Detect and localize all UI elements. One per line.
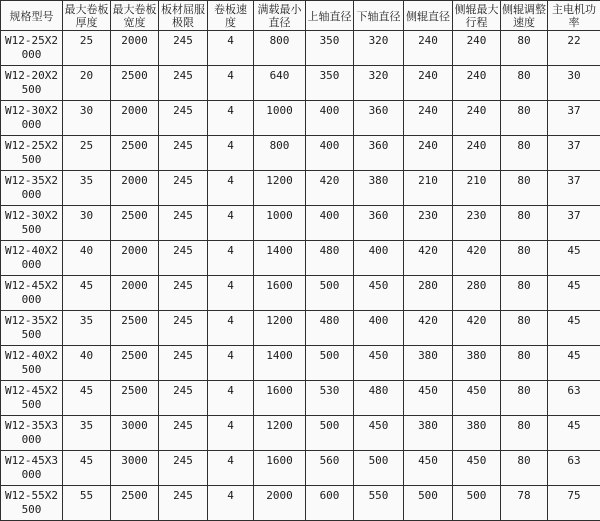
table-cell: 2000: [111, 101, 159, 136]
table-cell: 420: [453, 241, 501, 276]
table-cell: 4: [208, 136, 254, 171]
table-cell: 37: [548, 206, 600, 241]
table-cell: 450: [453, 381, 501, 416]
table-cell: 240: [453, 101, 501, 136]
table-row: [1, 171, 600, 206]
table-cell: 420: [453, 311, 501, 346]
table-cell: 37: [548, 171, 600, 206]
table-cell: 500: [354, 451, 404, 486]
table-cell: 3000: [111, 451, 159, 486]
table-cell: 2500: [111, 381, 159, 416]
table-cell: 380: [453, 346, 501, 381]
table-row: [1, 276, 600, 311]
table-cell: 45: [63, 451, 111, 486]
table-cell: 800: [254, 31, 306, 66]
table-cell: 230: [404, 206, 453, 241]
table-cell: 63: [548, 451, 600, 486]
model-cell: W12-30X2000: [1, 101, 63, 136]
table-cell: 640: [254, 66, 306, 101]
table-cell: 245: [159, 241, 208, 276]
model-cell: W12-45X2500: [1, 381, 63, 416]
table-cell: 245: [159, 346, 208, 381]
table-cell: 80: [501, 346, 548, 381]
table-cell: 240: [453, 31, 501, 66]
model-cell: W12-35X2000: [1, 171, 63, 206]
table-cell: 4: [208, 171, 254, 206]
table-row: [1, 136, 600, 171]
table-cell: 245: [159, 276, 208, 311]
table-cell: 1400: [254, 346, 306, 381]
table-cell: 45: [548, 416, 600, 451]
table-cell: 230: [453, 206, 501, 241]
table-cell: 450: [354, 276, 404, 311]
table-cell: 400: [354, 311, 404, 346]
model-cell: W12-30X2500: [1, 206, 63, 241]
table-cell: 360: [354, 101, 404, 136]
table-cell: 55: [63, 486, 111, 521]
table-cell: 400: [306, 136, 354, 171]
model-cell: W12-40X2500: [1, 346, 63, 381]
table-cell: 1400: [254, 241, 306, 276]
table-cell: 400: [306, 206, 354, 241]
table-cell: 4: [208, 241, 254, 276]
table-cell: 3000: [111, 416, 159, 451]
table-cell: 240: [453, 66, 501, 101]
table-cell: 380: [404, 346, 453, 381]
column-header: 卷板速度: [208, 1, 254, 31]
table-cell: 500: [404, 486, 453, 521]
table-cell: 1000: [254, 206, 306, 241]
table-cell: 40: [63, 346, 111, 381]
table-cell: 2500: [111, 136, 159, 171]
table-cell: 4: [208, 416, 254, 451]
table-cell: 2000: [254, 486, 306, 521]
column-header: 下轴直径: [354, 1, 404, 31]
table-cell: 1200: [254, 311, 306, 346]
header-row: [1, 1, 600, 31]
table-cell: 245: [159, 171, 208, 206]
table-cell: 4: [208, 66, 254, 101]
table-cell: 80: [501, 451, 548, 486]
table-cell: 35: [63, 311, 111, 346]
model-cell: W12-55X2500: [1, 486, 63, 521]
table-cell: 240: [404, 136, 453, 171]
table-cell: 2500: [111, 311, 159, 346]
table-cell: 4: [208, 451, 254, 486]
table-cell: 245: [159, 381, 208, 416]
table-cell: 25: [63, 136, 111, 171]
table-cell: 380: [354, 171, 404, 206]
table-cell: 380: [453, 416, 501, 451]
table-cell: 420: [404, 241, 453, 276]
table-cell: 63: [548, 381, 600, 416]
table-cell: 240: [404, 101, 453, 136]
table-cell: 30: [63, 206, 111, 241]
table-cell: 600: [306, 486, 354, 521]
column-header: 侧辊最大行程: [453, 1, 501, 31]
table-row: [1, 381, 600, 416]
table-cell: 350: [306, 66, 354, 101]
table-cell: 4: [208, 31, 254, 66]
table-cell: 1600: [254, 451, 306, 486]
table-cell: 80: [501, 171, 548, 206]
table-cell: 1000: [254, 101, 306, 136]
column-header: 规格型号: [1, 1, 63, 31]
table-cell: 240: [453, 136, 501, 171]
table-cell: 1600: [254, 381, 306, 416]
table-cell: 450: [404, 381, 453, 416]
table-cell: 245: [159, 486, 208, 521]
table-cell: 480: [306, 241, 354, 276]
table-cell: 450: [354, 416, 404, 451]
table-cell: 380: [404, 416, 453, 451]
column-header: 侧辊调整速度: [501, 1, 548, 31]
table-cell: 45: [548, 276, 600, 311]
table-cell: 4: [208, 206, 254, 241]
table-cell: 80: [501, 381, 548, 416]
table-cell: 550: [354, 486, 404, 521]
table-cell: 450: [404, 451, 453, 486]
table-cell: 245: [159, 416, 208, 451]
table-cell: 420: [404, 311, 453, 346]
table-cell: 1600: [254, 276, 306, 311]
table-cell: 280: [404, 276, 453, 311]
table-cell: 360: [354, 136, 404, 171]
table-row: [1, 311, 600, 346]
table-cell: 37: [548, 136, 600, 171]
table-cell: 240: [404, 31, 453, 66]
table-cell: 400: [306, 101, 354, 136]
table-cell: 80: [501, 206, 548, 241]
table-cell: 75: [548, 486, 600, 521]
table-cell: 245: [159, 136, 208, 171]
table-cell: 80: [501, 136, 548, 171]
table-cell: 20: [63, 66, 111, 101]
table-cell: 560: [306, 451, 354, 486]
table-cell: 37: [548, 101, 600, 136]
column-header: 最大卷板厚度: [63, 1, 111, 31]
column-header: 最大卷板宽度: [111, 1, 159, 31]
table-cell: 2500: [111, 346, 159, 381]
table-cell: 2000: [111, 241, 159, 276]
model-cell: W12-20X2500: [1, 66, 63, 101]
table-cell: 4: [208, 486, 254, 521]
table-cell: 4: [208, 346, 254, 381]
table-cell: 480: [306, 311, 354, 346]
table-cell: 45: [548, 241, 600, 276]
table-cell: 350: [306, 31, 354, 66]
table-cell: 500: [306, 346, 354, 381]
table-row: [1, 31, 600, 66]
model-cell: W12-35X2500: [1, 311, 63, 346]
table-cell: 400: [354, 241, 404, 276]
table-cell: 500: [306, 276, 354, 311]
table-cell: 80: [501, 31, 548, 66]
table-row: [1, 346, 600, 381]
table-cell: 360: [354, 206, 404, 241]
table-cell: 210: [404, 171, 453, 206]
table-cell: 210: [453, 171, 501, 206]
table-cell: 22: [548, 31, 600, 66]
table-cell: 245: [159, 66, 208, 101]
column-header: 满载最小直径: [254, 1, 306, 31]
table-cell: 2000: [111, 31, 159, 66]
table-cell: 78: [501, 486, 548, 521]
model-cell: W12-40X2000: [1, 241, 63, 276]
table-cell: 2000: [111, 171, 159, 206]
table-cell: 480: [354, 381, 404, 416]
table-cell: 320: [354, 31, 404, 66]
table-cell: 35: [63, 171, 111, 206]
table-cell: 1200: [254, 171, 306, 206]
table-cell: 45: [548, 311, 600, 346]
column-header: 主电机功率: [548, 1, 600, 31]
table-cell: 80: [501, 276, 548, 311]
table-row: [1, 451, 600, 486]
table-cell: 500: [453, 486, 501, 521]
table-cell: 4: [208, 101, 254, 136]
table-cell: 80: [501, 416, 548, 451]
model-cell: W12-45X3000: [1, 451, 63, 486]
table-cell: 2500: [111, 486, 159, 521]
table-cell: 80: [501, 66, 548, 101]
table-cell: 40: [63, 241, 111, 276]
model-cell: W12-45X2000: [1, 276, 63, 311]
table-cell: 30: [63, 101, 111, 136]
table-cell: 1200: [254, 416, 306, 451]
table-cell: 240: [404, 66, 453, 101]
table-cell: 35: [63, 416, 111, 451]
table-cell: 245: [159, 101, 208, 136]
table-cell: 500: [306, 416, 354, 451]
table-cell: 4: [208, 381, 254, 416]
table-cell: 80: [501, 241, 548, 276]
table-cell: 320: [354, 66, 404, 101]
table-cell: 420: [306, 171, 354, 206]
column-header: 上轴直径: [306, 1, 354, 31]
table-cell: 4: [208, 276, 254, 311]
table-cell: 245: [159, 31, 208, 66]
table-row: [1, 486, 600, 521]
table-cell: 2500: [111, 206, 159, 241]
table-row: [1, 206, 600, 241]
table-cell: 800: [254, 136, 306, 171]
table-cell: 280: [453, 276, 501, 311]
table-row: [1, 416, 600, 451]
table-cell: 530: [306, 381, 354, 416]
table-cell: 245: [159, 206, 208, 241]
table-cell: 45: [63, 276, 111, 311]
table-cell: 30: [548, 66, 600, 101]
model-cell: W12-25X2500: [1, 136, 63, 171]
table-cell: 450: [453, 451, 501, 486]
table-row: [1, 66, 600, 101]
column-header: 侧辊直径: [404, 1, 453, 31]
table-cell: 25: [63, 31, 111, 66]
table-cell: 4: [208, 311, 254, 346]
table-cell: 2000: [111, 276, 159, 311]
table-row: [1, 241, 600, 276]
table-cell: 245: [159, 451, 208, 486]
table-cell: 80: [501, 311, 548, 346]
model-cell: W12-25X2000: [1, 31, 63, 66]
table-cell: 45: [63, 381, 111, 416]
model-cell: W12-35X3000: [1, 416, 63, 451]
table-cell: 80: [501, 101, 548, 136]
table-cell: 450: [354, 346, 404, 381]
table-cell: 2500: [111, 66, 159, 101]
table-row: [1, 101, 600, 136]
table-cell: 245: [159, 311, 208, 346]
column-header: 板材屈服极限: [159, 1, 208, 31]
table-cell: 45: [548, 346, 600, 381]
